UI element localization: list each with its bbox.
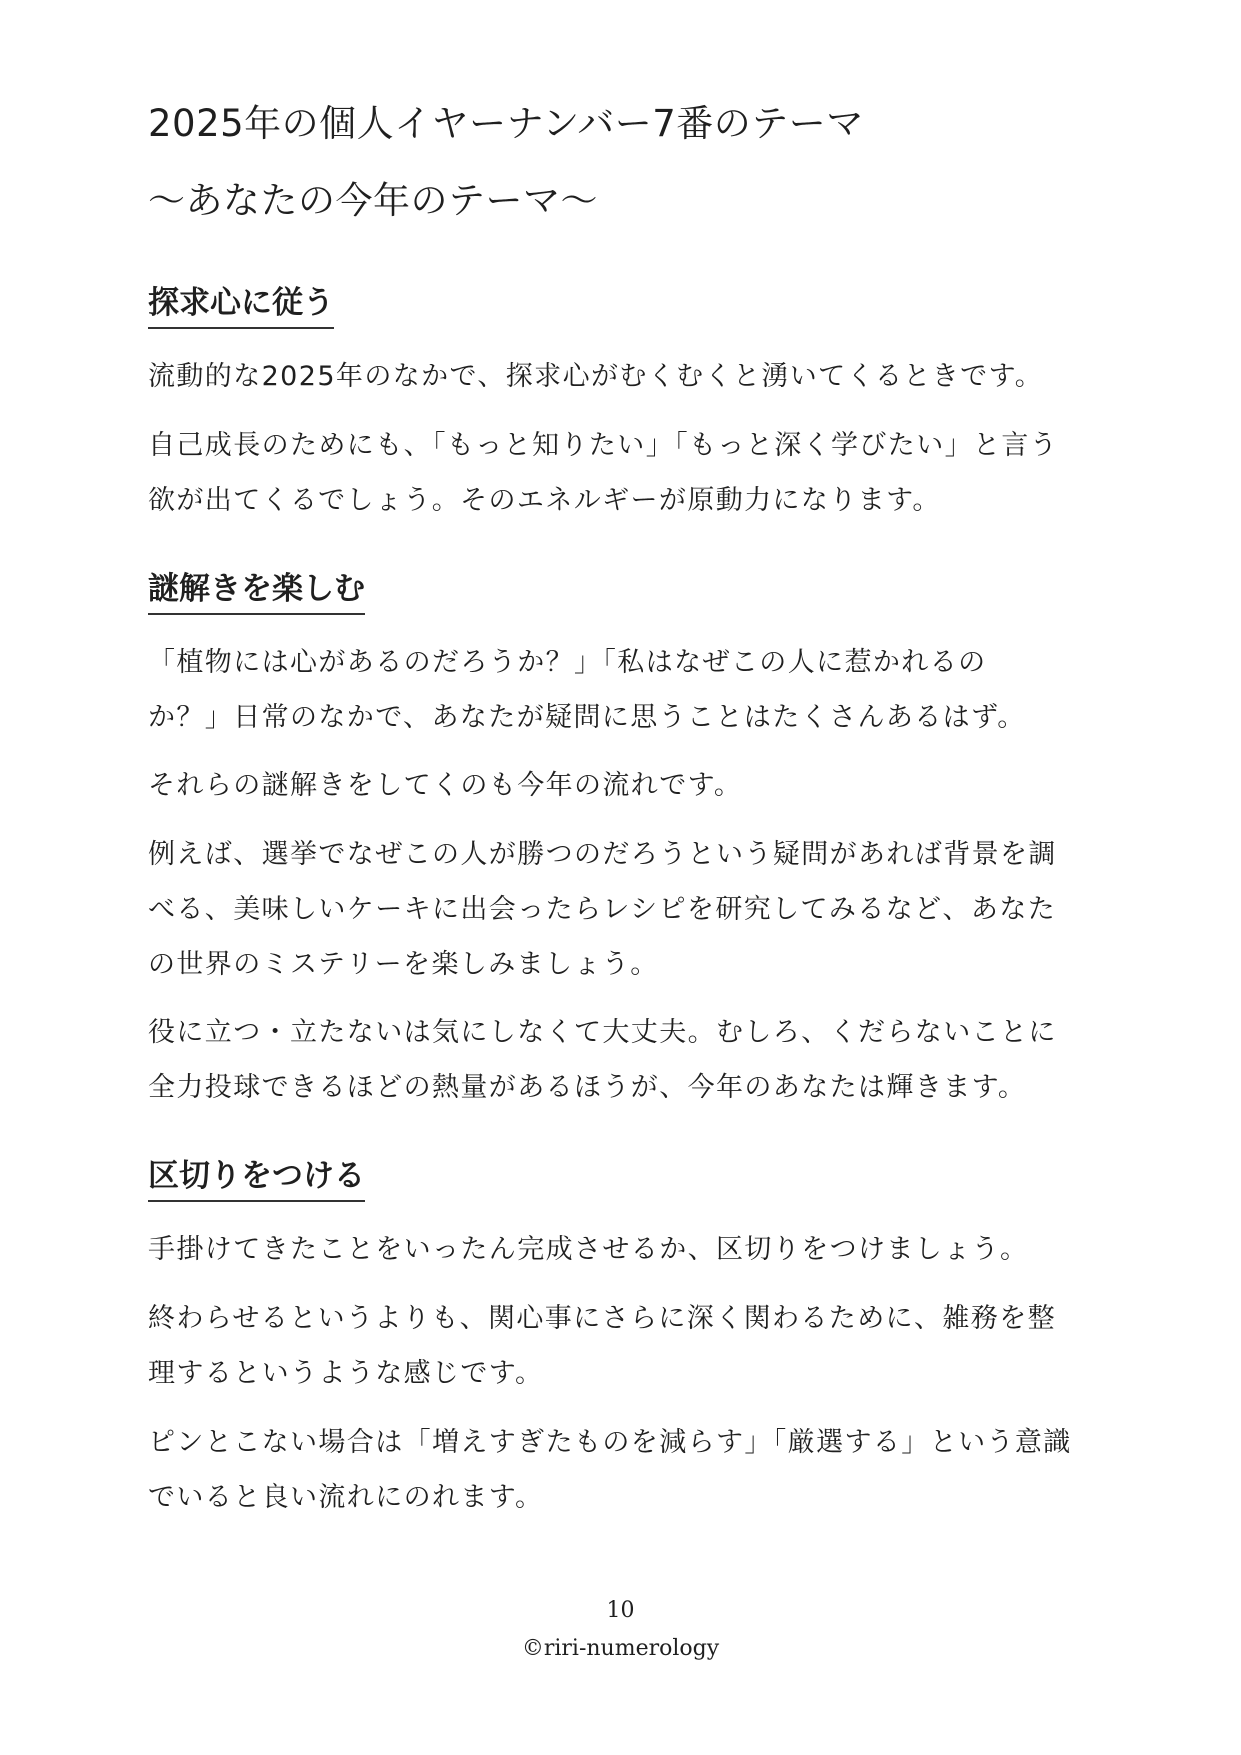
copyright-notice: ©riri-numerology xyxy=(521,1636,720,1661)
paragraph-line: でいると良い流れにのれます。 xyxy=(148,1482,544,1513)
paragraph-line: か？」日常のなかで、あなたが疑問に思うことはたくさんあるはず。 xyxy=(148,702,1026,733)
paragraph xyxy=(148,1222,1108,1277)
paragraph xyxy=(148,1291,1108,1401)
page-subtitle: ～あなたの今年のテーマ～ xyxy=(148,179,598,222)
paragraph-line: ピンとこない場合は「増えすぎたものを減らす」「厳選する」という意識 xyxy=(148,1427,1072,1458)
paragraph-line: 例えば、選挙でなぜこの人が勝つのだろうという疑問があれば背景を調 xyxy=(148,839,1057,870)
page-title: 2025年の個人イヤーナンバー7番のテーマ xyxy=(148,102,864,145)
paragraph-line: 流動的な2025年のなかで、探求心がむくむくと湧いてくるときです。 xyxy=(148,361,1044,392)
paragraph-line: の世界のミステリーを楽しみましょう。 xyxy=(148,949,659,980)
paragraph-line: 役に立つ・立たないは気にしなくて大丈夫。むしろ、くだらないことに xyxy=(148,1017,1057,1048)
paragraph-line: 欲が出てくるでしょう。そのエネルギーが原動力になります。 xyxy=(148,485,941,516)
paragraph-line: 自己成長のためにも、「もっと知りたい」「もっと深く学びたい」と言う xyxy=(148,430,1059,461)
document-page xyxy=(148,0,1108,1755)
paragraph-line: 理するというような感じです。 xyxy=(148,1358,544,1389)
paragraph xyxy=(148,349,1108,404)
paragraph-line: それらの謎解きをしてくのも今年の流れです。 xyxy=(148,770,743,801)
paragraph-line: 全力投球できるほどの熱量があるほうが、今年のあなたは輝きます。 xyxy=(148,1072,1027,1103)
section-heading-mystery: 謎解きを楽しむ xyxy=(148,571,365,615)
paragraph xyxy=(148,758,1108,813)
paragraph xyxy=(148,1415,1108,1525)
paragraph xyxy=(148,1005,1108,1115)
section-heading-explore: 探求心に従う xyxy=(148,285,334,329)
paragraph-line: 手掛けてきたことをいったん完成させるか、区切りをつけましょう。 xyxy=(148,1234,1029,1265)
paragraph xyxy=(148,418,1108,528)
paragraph-line: 終わらせるというよりも、関心事にさらに深く関わるために、雑務を整 xyxy=(148,1303,1056,1334)
page-number: 10 xyxy=(606,1598,635,1623)
section-heading-closure: 区切りをつける xyxy=(148,1158,365,1202)
paragraph xyxy=(148,827,1108,992)
paragraph-line: べる、美味しいケーキに出会ったらレシピを研究してみるなど、あなた xyxy=(148,894,1057,925)
paragraph xyxy=(148,635,1108,745)
paragraph-line: 「植物には心があるのだろうか？」「私はなぜこの人に惹かれるの xyxy=(148,647,987,678)
